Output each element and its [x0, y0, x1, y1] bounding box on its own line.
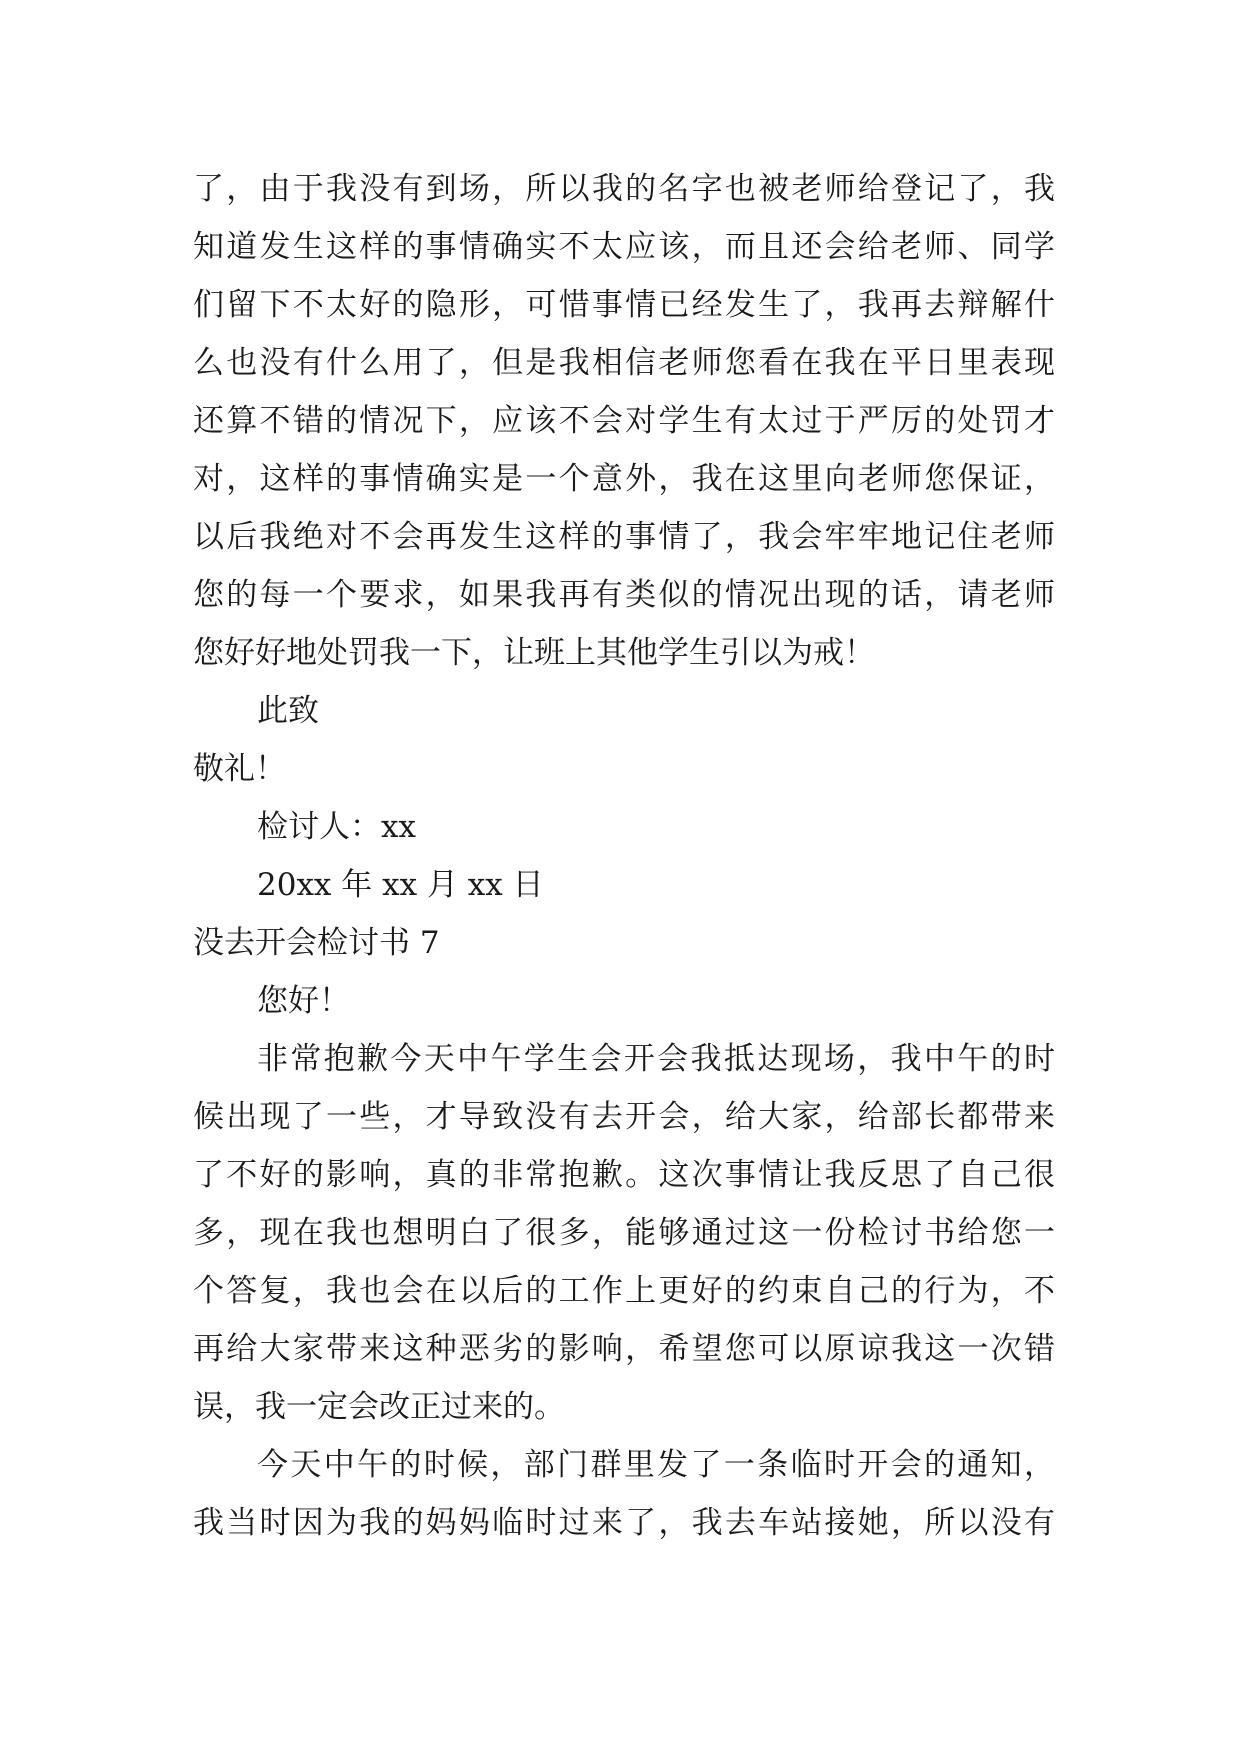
section-title: 没去开会检讨书 7: [193, 925, 440, 961]
text-line: 知道发生这样的事情确实不太应该，而且还会给老师、同学: [193, 229, 1055, 265]
text-line: 么也没有什么用了，但是我相信老师您看在我在平日里表现: [193, 345, 1055, 381]
text-line: 误，我一定会改正过来的。: [193, 1389, 565, 1425]
text-line: 了不好的影响，真的非常抱歉。这次事情让我反思了自己很: [193, 1157, 1055, 1193]
text-line: 我当时因为我的妈妈临时过来了，我去车站接她，所以没有: [193, 1505, 1055, 1541]
text-line: 您的每一个要求，如果我再有类似的情况出现的话，请老师: [193, 577, 1055, 613]
closing-respect: 敬礼！: [193, 751, 286, 787]
text-line: 非常抱歉今天中午学生会开会我抵达现场，我中午的时: [257, 1041, 1055, 1077]
text-line: 再给大家带来这种恶劣的影响，希望您可以原谅我这一次错: [193, 1331, 1055, 1367]
text-line: 候出现了一些，才导致没有去开会，给大家，给部长都带来: [193, 1099, 1055, 1135]
signature-line: 检讨人：xx: [257, 809, 416, 845]
text-line: 您好好地处罚我一下，让班上其他学生引以为戒！: [193, 635, 875, 671]
closing-salutation: 此致: [257, 693, 319, 729]
text-line: 们留下不太好的隐形，可惜事情已经发生了，我再去辩解什: [193, 287, 1055, 323]
greeting: 您好！: [257, 983, 350, 1019]
text-line: 对，这样的事情确实是一个意外，我在这里向老师您保证，: [193, 461, 1055, 497]
text-line: 多，现在我也想明白了很多，能够通过这一份检讨书给您一: [193, 1215, 1055, 1251]
date-line: 20xx 年 xx 月 xx 日: [257, 867, 544, 903]
text-line: 还算不错的情况下，应该不会对学生有太过于严厉的处罚才: [193, 403, 1055, 439]
text-line: 以后我绝对不会再发生这样的事情了，我会牢牢地记住老师: [193, 519, 1055, 555]
text-line: 个答复，我也会在以后的工作上更好的约束自己的行为，不: [193, 1273, 1055, 1309]
text-line: 今天中午的时候，部门群里发了一条临时开会的通知，: [257, 1447, 1055, 1483]
body-text: [193, 160, 1055, 1552]
text-line: 了，由于我没有到场，所以我的名字也被老师给登记了，我: [193, 171, 1055, 207]
